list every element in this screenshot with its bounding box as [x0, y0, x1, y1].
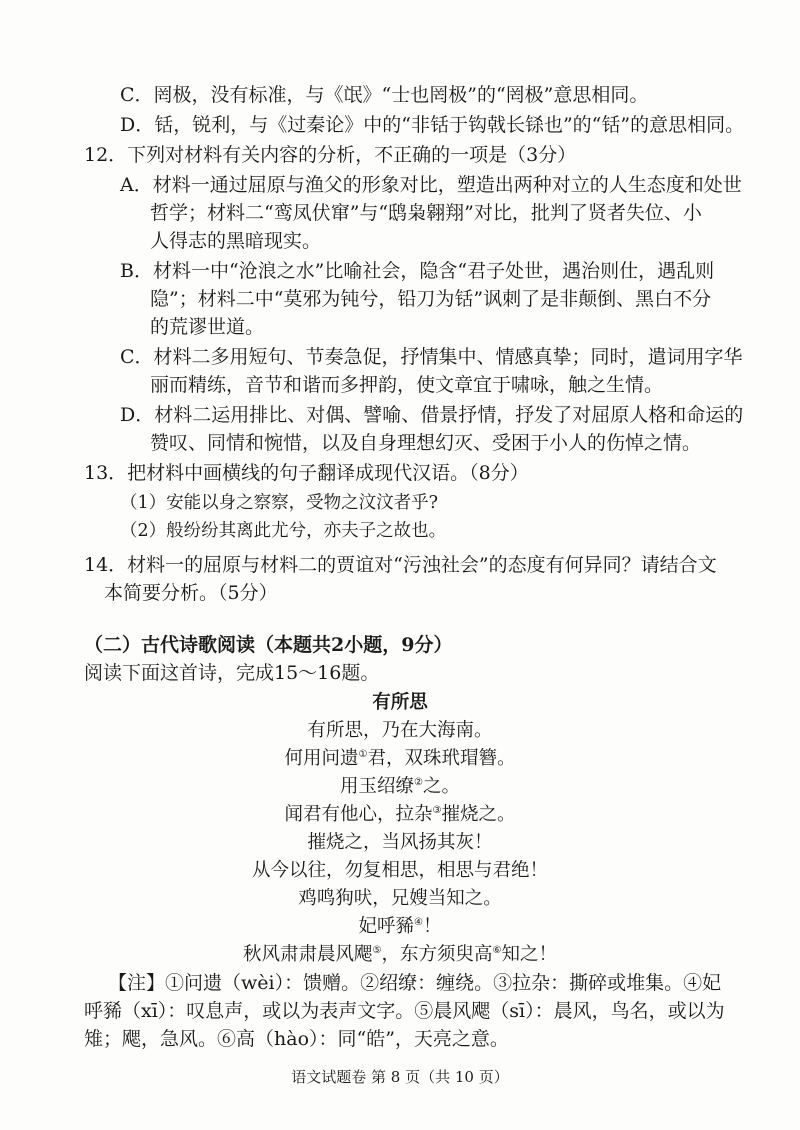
page-footer: 语文试题卷 第 8 页（共 10 页） [291, 1068, 509, 1086]
footnote-marker: ④ [414, 916, 423, 928]
footnote-marker: ⑤ [372, 944, 382, 956]
footnote-marker: ⑥ [492, 944, 502, 956]
footnote-marker: ① [358, 748, 368, 760]
q12-option-b-line2: 隐”；材料二中“莫邪为钝兮，铅刀为铦”讽刺了是非颠倒、黑白不分 [150, 288, 712, 310]
poem-line-6: 从今以往，勿复相思，相思与君绝！ [251, 860, 548, 881]
q12-option-c-line2: 丽而精练，音节和谐而多押韵，使文章宜于啸咏，触之生情。 [150, 374, 664, 396]
notes-line-1: 【注】①问遗（wèi）：馈赠。②绍缭：缠绕。③拉杂：撕碎或堆集。④妃 [108, 972, 722, 994]
poem-line-3: 用玉绍缭②之。 [340, 776, 460, 797]
q13-stem: 13．把材料中画横线的句子翻译成现代汉语。（8分） [84, 462, 529, 484]
poem-line-5: 摧烧之，当风扬其灰！ [307, 832, 493, 853]
notes-line-3: 雉；飔，急风。⑥高（hào）：同“皓”，天亮之意。 [84, 1028, 509, 1050]
q12-option-b-line3: 的荒谬世道。 [150, 316, 265, 338]
q12-option-a-line1: A．材料一通过屈原与渔父的形象对比，塑造出两种对立的人生态度和处世 [120, 174, 742, 196]
poem-line-7: 鸡鸣狗吠，兄嫂当知之。 [298, 888, 502, 909]
poem-line-9: 秋风肃肃晨风飔⑤，东方须臾高⑥知之！ [243, 944, 557, 965]
q13-sentence-1: （1）安能以身之察察，受物之汶汶者乎? [120, 493, 439, 513]
poem-title: 有所思 [372, 692, 428, 713]
footnote-marker: ③ [432, 804, 442, 816]
q12-option-a-line2: 哲学；材料二“鸾凤伏窜”与“鸱枭翱翔”对比，批判了贤者失位、小 [150, 202, 702, 224]
poem-line-8: 妃呼豨④！ [358, 916, 442, 937]
poem-line-2: 何用问遗①君，双珠玳瑁簪。 [284, 748, 516, 769]
notes-line-2: 呼豨（xī）：叹息声，或以为表声文字。⑤晨风飔（sī）：晨风，鸟名，或以为 [84, 1000, 725, 1022]
q12-stem: 12．下列对材料有关内容的分析，不正确的一项是（3分） [84, 144, 577, 166]
section-instruction: 阅读下面这首诗，完成15～16题。 [84, 662, 380, 684]
q13-sentence-2: （2）般纷纷其离此尤兮，亦夫子之故也。 [120, 521, 447, 541]
q14-line1: 14．材料一的屈原与材料二的贾谊对“污浊社会”的态度有何异同？请结合文 [84, 554, 717, 576]
q12-option-d-line2: 赞叹、同情和惋惜，以及自身理想幻灭、受困于小人的伤悼之情。 [150, 432, 702, 454]
q12-option-c-line1: C．材料二多用短句、节奏急促，抒情集中、情感真挚；同时，遣词用字华 [120, 346, 743, 368]
section-title: （二）古代诗歌阅读（本题共2小题，9分） [84, 634, 453, 656]
poem-line-4: 闻君有他心，拉杂③摧烧之。 [284, 804, 516, 825]
q11-option-c: C．罔极，没有标准，与《氓》“士也罔极”的“罔极”意思相同。 [120, 84, 649, 106]
poem-line-1: 有所思，乃在大海南。 [307, 720, 493, 741]
q12-option-b-line1: B．材料一中“沧浪之水”比喻社会，隐含“君子处世，遇治则仕，遇乱则 [120, 260, 715, 282]
q12-option-a-line3: 人得志的黑暗现实。 [150, 230, 322, 252]
q11-option-d: D．铦，锐利，与《过秦论》中的“非铦于钩戟长铩也”的“铦”的意思相同。 [120, 114, 745, 136]
q14-line2: 本简要分析。（5分） [104, 582, 278, 604]
q12-option-d-line1: D．材料二运用排比、对偶、譬喻、借景抒情，抒发了对屈原人格和命运的 [120, 404, 744, 426]
footnote-marker: ② [414, 776, 423, 788]
